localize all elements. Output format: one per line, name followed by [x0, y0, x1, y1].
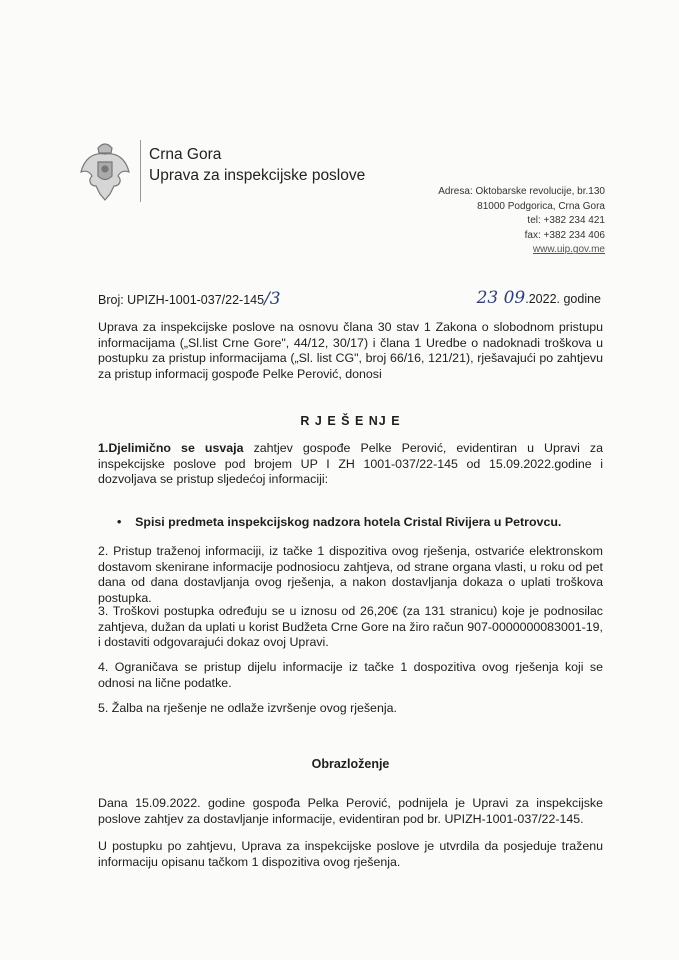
- decision-item-3: 3. Troškovi postupka određuju se u iznosu od 26,20€ (za 131 stranicu) koje je podnosilac zahtjeva, dužan da uplati u korist Budžeta Crne Gore na žiro račun 907-0000000083001-19, i dostaviti odgovarajući dokaz ovoj Upravi.: [98, 604, 603, 650]
- item1-text: zahtjev gospođe Pelke Perović, evidentiran u Upravi za inspekcijske poslove pod brojem UP I ZH 1001-037/22-145 od 15.09.2022.godine i dozvoljava se pristup sljedećoj informaciji:: [98, 441, 604, 487]
- bullet-item: [117, 515, 597, 531]
- broj-text: Broj: UPIZH-1001-037/22-145: [98, 293, 265, 307]
- coat-of-arms-logo: [78, 138, 132, 202]
- date-suffix: .2022. godine: [525, 292, 601, 306]
- decision-item-4: 4. Ograničava se pristup dijelu informacije iz tačke 1 dospozitiva ovog rješenja koji se odnosi na lične podatke.: [98, 660, 603, 690]
- header-divider: [140, 140, 141, 202]
- address-line: 81000 Podgorica, Crna Gora: [477, 200, 605, 212]
- bullet-icon: •: [117, 515, 136, 529]
- address-line: Adresa: Oktobarske revolucije, br.130: [438, 186, 605, 197]
- broj-handwritten: /3: [264, 289, 281, 309]
- date-handwritten: 23 09: [476, 288, 526, 308]
- institution-name: Uprava za inspekcijske poslove: [149, 167, 366, 184]
- intro-paragraph: Uprava za inspekcijske poslove na osnovu člana 30 stav 1 Zakona o slobodnom pristupu informacijama („Sl.list Crne Gore", 44/12, 30/17) i člana 1 Uredbe o nadoknadi troškova u postupku za pristup informacijama („Sl. list CG", broj 66/16, 121/21), rješavajući po zahtjevu za pristup informacij gospođe Pelke Perović, donosi: [98, 320, 603, 381]
- reasoning-paragraph-2: U postupku po zahtjevu, Uprava za inspekcijske poslove je utvrdila da posjeduje traženu informaciju opisanu tačkom 1 dispozitiva ovog rješenja.: [98, 839, 603, 869]
- reasoning-title: Obrazloženje: [311, 757, 390, 771]
- phone: tel: +382 234 421: [527, 215, 605, 227]
- decision-title: R J E Š E NJ E: [300, 414, 401, 428]
- website-link[interactable]: www.uip.gov.me: [532, 244, 605, 256]
- decision-item-1: [98, 441, 603, 488]
- item1-bold: 1.Djelimično se usvaja: [98, 441, 244, 455]
- reasoning-paragraph-1: Dana 15.09.2022. godine gospođa Pelka Perović, podnijela je Upravi za inspekcijske poslove zahtjev za dostavljanje informacije, evidentiran pod br. UPIZH-1001-037/22-145.: [98, 796, 603, 826]
- fax: fax: +382 234 406: [524, 229, 605, 241]
- reference-number: [98, 289, 281, 309]
- decision-item-5: 5. Žalba na rješenje ne odlaže izvršenje ovog rješenja.: [98, 701, 397, 715]
- decision-item-2: 2. Pristup traženoj informaciji, iz tačke 1 dispozitiva ovog rješenja, ostvariće elektronskom dostavom skenirane informacije podnosiocu zahtjeva, od strane organa vlasti, u roku od pet dana od dana dostavljanja ovog rješenja, a nakon dostavljanja dokaza o uplati troškova postupka.: [98, 544, 603, 605]
- country-name: Crna Gora: [149, 146, 222, 163]
- org-header: [149, 144, 365, 186]
- address-block: [438, 185, 605, 258]
- bullet-text: Spisi predmeta inspekcijskog nadzora hotela Cristal Rivijera u Petrovcu.: [135, 515, 562, 529]
- document-date: [477, 288, 601, 308]
